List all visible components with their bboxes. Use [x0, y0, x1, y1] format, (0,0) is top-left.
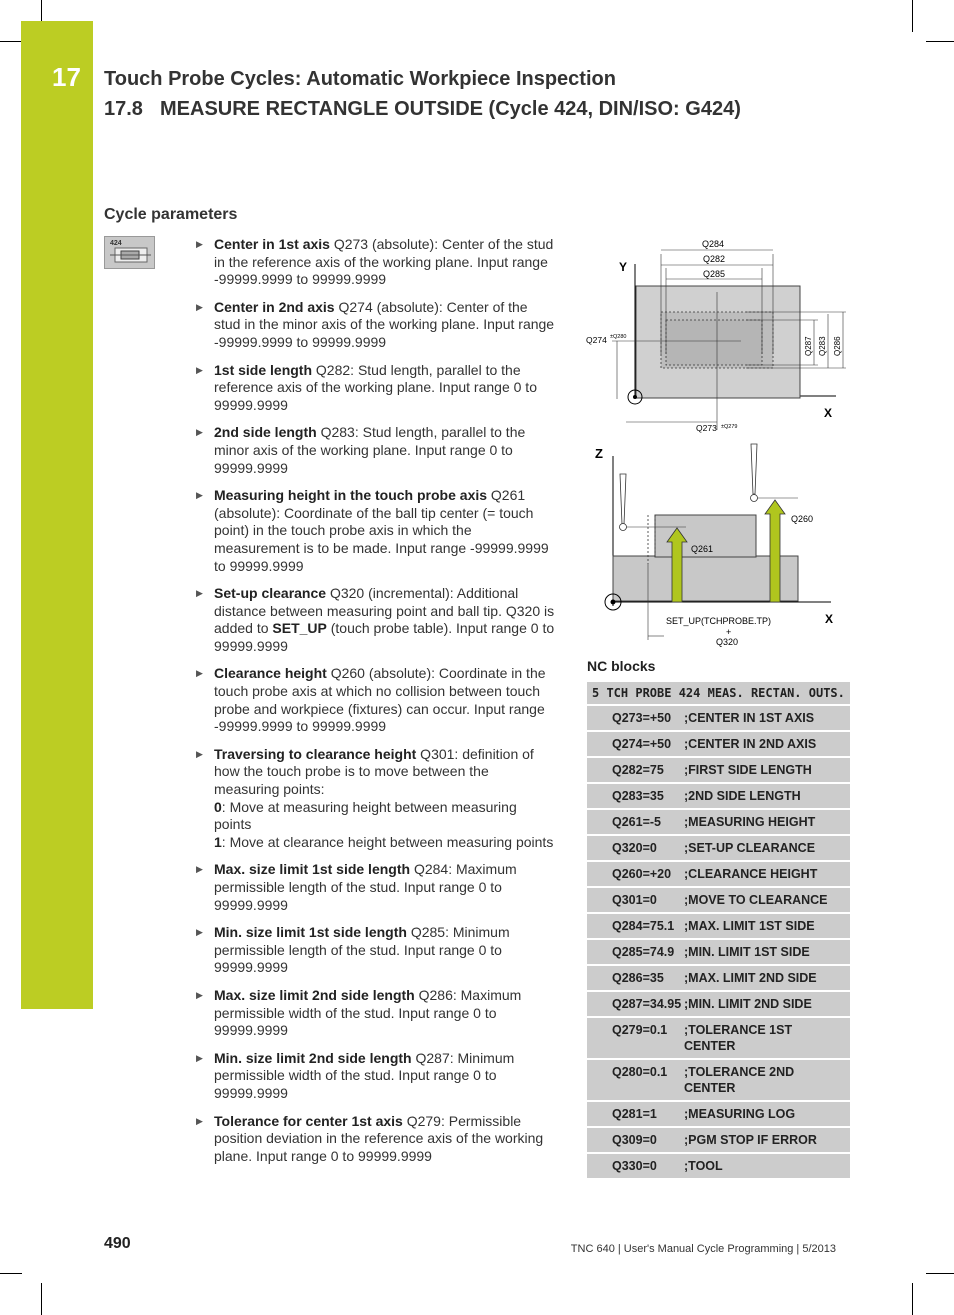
- nc-param: Q287=34.95: [612, 997, 682, 1011]
- q320-label: Q320: [716, 637, 739, 647]
- nc-param: Q279=0.1: [612, 1023, 668, 1037]
- side-view-diagram: [595, 444, 833, 647]
- axis-x-label: X: [825, 612, 834, 626]
- arrow-bullet-icon: ▶: [196, 1052, 203, 1063]
- nc-row: [587, 732, 850, 758]
- section-title-text: MEASURE RECTANGLE OUTSIDE (Cycle 424, DIN/ISO: G424): [160, 98, 741, 120]
- param-text: Q286: Maximum permissible width of the stud. Input range 0 to 99999.9999: [214, 986, 522, 1039]
- crop-mark: [0, 41, 22, 42]
- nc-comment: ;MAX. LIMIT 2ND SIDE: [684, 971, 817, 985]
- option-text: : Move at measuring height between measuring points: [214, 798, 517, 833]
- nc-blocks-heading: NC blocks: [587, 658, 656, 674]
- nc-comment: ;MIN. LIMIT 1ST SIDE: [684, 945, 810, 959]
- nc-comment: ;SET-UP CLEARANCE: [684, 841, 816, 855]
- nc-comment: ;FIRST SIDE LENGTH: [684, 763, 812, 777]
- param-item: [194, 299, 556, 352]
- crop-mark: [41, 0, 42, 22]
- stud-graphic-icon: [105, 237, 154, 268]
- nc-row: [587, 966, 850, 992]
- param-name: Center in 2nd axis: [214, 298, 335, 315]
- nc-row: [587, 1154, 850, 1180]
- crop-mark: [41, 1283, 42, 1315]
- arrow-bullet-icon: ▶: [196, 239, 203, 249]
- param-text: Q273 (absolute): Center of the stud in the reference axis of the working plane. Input range -99999.9999 to 99999.9999: [214, 236, 554, 288]
- param-name: Tolerance for center 1st axis: [214, 1112, 403, 1129]
- arrow-bullet-icon: ▶: [196, 364, 203, 375]
- crop-mark: [912, 1283, 913, 1315]
- nc-param: Q284=75.1: [612, 919, 675, 933]
- arrow-bullet-icon: ▶: [196, 927, 203, 938]
- nc-row: [587, 1018, 850, 1060]
- arrow-bullet-icon: ▶: [196, 427, 203, 438]
- nc-comment: ;MIN. LIMIT 2ND SIDE: [684, 997, 812, 1011]
- arrow-bullet-icon: ▶: [196, 864, 203, 875]
- nc-comment: ;2ND SIDE LENGTH: [684, 789, 801, 803]
- nc-param: Q301=0: [612, 893, 657, 907]
- q284-label: Q284: [702, 239, 725, 249]
- section-title: [104, 98, 741, 121]
- nc-comment: ;CENTER IN 2ND AXIS: [684, 737, 817, 751]
- nc-comment: ;CENTER IN 1ST AXIS: [684, 711, 815, 725]
- option-text: : Move at clearance height between measuring points: [221, 833, 554, 850]
- param-name: Min. size limit 2nd side length: [214, 1049, 412, 1066]
- param-text: Q283: Stud length, parallel to the minor axis of the working plane. Input range 0 to 99999.9999: [214, 424, 526, 476]
- nc-blocks-table: [587, 682, 850, 1180]
- nc-comment: ;TOLERANCE 2ND CENTER: [684, 1065, 795, 1095]
- nc-param: Q309=0: [612, 1133, 657, 1147]
- nc-param: Q281=1: [612, 1107, 657, 1121]
- crop-mark: [926, 1273, 954, 1274]
- q274-label: Q274: [586, 335, 607, 345]
- param-text-cont: (touch probe table). Input range 0 to 99999.9999: [214, 620, 555, 654]
- nc-param: Q261=-5: [612, 815, 661, 829]
- parameter-list: [194, 236, 556, 1175]
- param-item: [194, 424, 556, 477]
- param-item: [194, 861, 556, 914]
- q273-label: Q273: [696, 423, 717, 433]
- param-text: Q282: Stud length, parallel to the reference axis of the working plane. Input range 0 to 99999.9999: [214, 361, 537, 413]
- axis-x-label: X: [824, 406, 833, 420]
- param-item: [194, 746, 556, 852]
- param-item: [194, 987, 556, 1040]
- nc-param: Q286=35: [612, 971, 664, 985]
- param-text: Q279: Permissible position deviation in the reference axis of the working plane. Input range 0 to 99999.9999: [214, 1112, 544, 1164]
- nc-comment: ;TOOL: [684, 1159, 723, 1173]
- crop-mark: [0, 1273, 22, 1274]
- cycle-parameters-heading: Cycle parameters: [104, 206, 238, 223]
- q280-label: ±Q280: [610, 334, 627, 340]
- param-text: Q260 (absolute): Coordinate in the touch probe axis at which no collision between touch probe and workpiece (fixtures) can occur. Input range -99999.9999 to 99999.9999: [214, 665, 546, 735]
- nc-row: [587, 810, 850, 836]
- nc-row: [587, 836, 850, 862]
- param-text: Q284: Maximum permissible length of the stud. Input range 0 to 99999.9999: [214, 861, 517, 913]
- param-text: Q285: Minimum permissible length of the stud. Input range 0 to 99999.9999: [214, 924, 510, 976]
- param-item: [194, 1050, 556, 1103]
- param-name: Center in 1st axis: [214, 236, 330, 252]
- page-footer: TNC 640 | User's Manual Cycle Programming | 5/2013: [570, 1243, 836, 1255]
- param-name: Max. size limit 2nd side length: [214, 986, 415, 1003]
- crop-mark: [926, 41, 954, 42]
- q260-label: Q260: [791, 514, 814, 524]
- param-text: Q287: Minimum permissible width of the stud. Input range 0 to 99999.9999: [214, 1049, 515, 1101]
- param-item: [194, 585, 556, 655]
- arrow-bullet-icon: ▶: [196, 748, 203, 759]
- chapter-sidebar: [21, 21, 93, 1009]
- arrow-bullet-icon: ▶: [196, 301, 203, 312]
- nc-row: [587, 888, 850, 914]
- nc-row: [587, 940, 850, 966]
- param-name: Measuring height in the touch probe axis: [214, 487, 488, 504]
- param-item: [194, 924, 556, 977]
- param-name: Traversing to clearance height: [214, 745, 417, 762]
- param-text: Q261 (absolute): Coordinate of the ball tip center (= touch point) in the touch probe axis in which the measurement is to be made. Input range -99999.9999 to 99999.9999: [214, 487, 549, 574]
- nc-param: Q282=75: [612, 763, 664, 777]
- arrow-bullet-icon: ▶: [196, 989, 203, 1000]
- chapter-number: 17: [52, 62, 81, 92]
- arrow-bullet-icon: ▶: [196, 490, 203, 501]
- page-number: 490: [104, 1235, 131, 1252]
- cycle-424-softkey-icon: [104, 236, 155, 269]
- nc-comment: ;TOLERANCE 1ST CENTER: [684, 1023, 793, 1053]
- nc-comment: ;MEASURING LOG: [684, 1107, 796, 1121]
- nc-row: [587, 862, 850, 888]
- param-text: Q274 (absolute): Center of the stud in the minor axis of the working plane. Input range -99999.9999 to 99999.9999: [214, 298, 555, 350]
- nc-row: [587, 992, 850, 1018]
- arrow-bullet-icon: ▶: [196, 668, 203, 679]
- setup-label: SET_UP(TCHPROBE.TP): [666, 616, 772, 626]
- nc-row: [587, 914, 850, 940]
- nc-row: [587, 1128, 850, 1154]
- q285-label: Q285: [703, 269, 726, 279]
- q279-label: ±Q279: [721, 424, 738, 430]
- nc-param: Q280=0.1: [612, 1065, 668, 1079]
- param-item: [194, 1113, 556, 1166]
- nc-row: [587, 706, 850, 732]
- param-item: [194, 362, 556, 415]
- nc-header-row: 5 TCH PROBE 424 MEAS. RECTAN. OUTS.: [587, 682, 850, 706]
- axis-y-label: Y: [619, 260, 628, 274]
- param-item: [194, 487, 556, 575]
- option-value: 1: [214, 833, 222, 850]
- param-name: Min. size limit 1st side length: [214, 924, 407, 941]
- q282-label: Q282: [703, 254, 726, 264]
- nc-comment: ;MAX. LIMIT 1ST SIDE: [684, 919, 815, 933]
- nc-param: Q285=74.9: [612, 945, 675, 959]
- param-item: [194, 665, 556, 735]
- q283-label: Q283: [818, 336, 827, 356]
- param-name: Clearance height: [214, 665, 327, 682]
- top-view-diagram: [586, 239, 846, 433]
- nc-row: [587, 758, 850, 784]
- q287-label: Q287: [804, 336, 813, 356]
- nc-comment: ;MEASURING HEIGHT: [684, 815, 816, 829]
- chapter-title: Touch Probe Cycles: Automatic Workpiece Inspection: [104, 68, 616, 90]
- nc-row: [587, 1060, 850, 1102]
- section-number: 17.8: [104, 98, 143, 120]
- crop-mark: [912, 0, 913, 32]
- param-name: 2nd side length: [214, 424, 317, 441]
- param-text: Q320 (incremental): Additional distance between measuring point and ball tip. Q320 is added to: [214, 585, 555, 637]
- axis-z-label: Z: [595, 446, 603, 461]
- nc-param: Q283=35: [612, 789, 664, 803]
- nc-param: Q330=0: [612, 1159, 657, 1173]
- softkey-label: 424: [110, 240, 122, 247]
- nc-comment: ;MOVE TO CLEARANCE: [684, 893, 828, 907]
- plus-label: +: [726, 627, 732, 637]
- param-bold-term: SET_UP: [272, 620, 327, 637]
- param-text: Q301: definition of how the touch probe is to move between the measuring points:: [214, 745, 534, 798]
- nc-row: [587, 1102, 850, 1128]
- nc-comment: ;CLEARANCE HEIGHT: [684, 867, 818, 881]
- option-value: 0: [214, 798, 222, 815]
- q286-label: Q286: [833, 336, 842, 356]
- nc-param: Q260=+20: [612, 867, 672, 881]
- cycle-diagram: [586, 234, 856, 654]
- nc-param: Q274=+50: [612, 737, 672, 751]
- nc-param: Q320=0: [612, 841, 657, 855]
- param-item: [194, 236, 556, 289]
- nc-row: [587, 784, 850, 810]
- arrow-bullet-icon: ▶: [196, 1115, 203, 1126]
- param-name: Set-up clearance: [214, 585, 327, 602]
- param-name: Max. size limit 1st side length: [214, 861, 411, 878]
- arrow-bullet-icon: ▶: [196, 588, 203, 599]
- param-name: 1st side length: [214, 361, 313, 378]
- nc-param: Q273=+50: [612, 711, 672, 725]
- nc-comment: ;PGM STOP IF ERROR: [684, 1133, 817, 1147]
- q261-label: Q261: [691, 544, 714, 554]
